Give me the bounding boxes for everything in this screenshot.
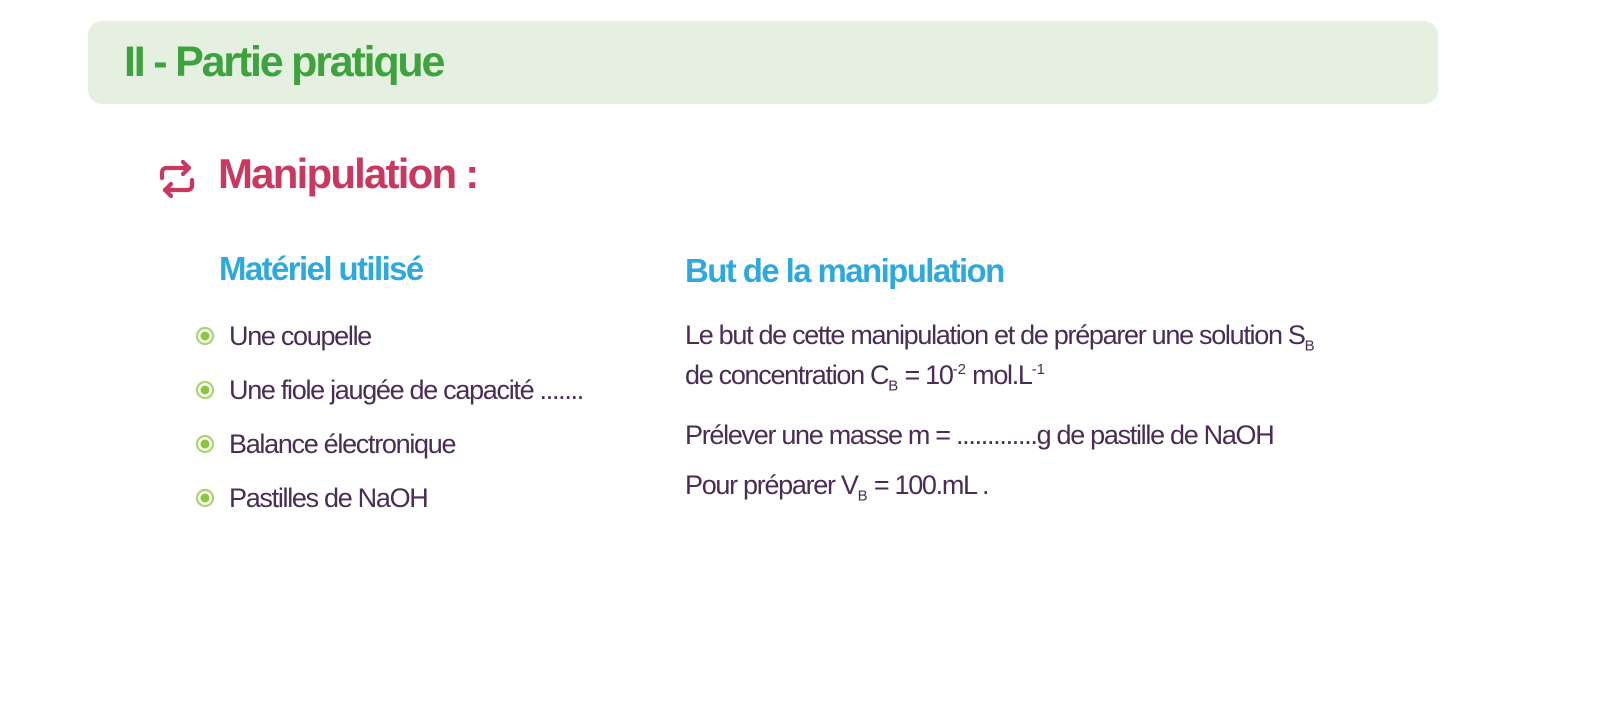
green-circle-bullet-icon [195,380,215,400]
list-item [195,309,583,363]
list-item-label: Une fiole jaugée de capacité ....... [229,374,583,405]
volume-value: = 100.mL . [867,470,989,500]
green-circle-bullet-icon [195,326,215,346]
but-paragraph [685,315,1315,395]
list-item-label: Pastilles de NaOH [229,482,428,513]
but-line2-text: de concentration C [685,360,889,390]
section-title: Manipulation : [218,150,478,197]
green-circle-bullet-icon [195,434,215,454]
materiel-list [195,309,583,525]
subscript-b: B [1304,337,1315,355]
but-line2-unit: mol.L [965,360,1032,390]
list-item-label: Balance électronique [229,428,456,459]
list-item [195,363,583,417]
subscript-b: B [857,487,868,505]
green-circle-bullet-icon [195,488,215,508]
list-item [195,471,583,525]
repeat-arrows-icon [155,157,199,201]
exponent: -1 [1031,361,1045,378]
volume-text: Pour préparer V [685,470,858,500]
materiel-heading: Matériel utilisé [219,250,423,287]
mass-instruction: Prélever une masse m = .............g de pastille de NaOH [685,420,1274,450]
page-title: II - Partie pratique [124,38,444,86]
but-heading: But de la manipulation [685,252,1004,289]
subscript-b: B [888,377,899,395]
but-line1-text: Le but de cette manipulation et de préparer une solution S [685,320,1305,350]
list-item [195,417,583,471]
but-line2-equals: = 10 [898,360,953,390]
exponent: -2 [952,361,966,378]
list-item-label: Une coupelle [229,320,372,351]
volume-instruction [685,465,988,505]
